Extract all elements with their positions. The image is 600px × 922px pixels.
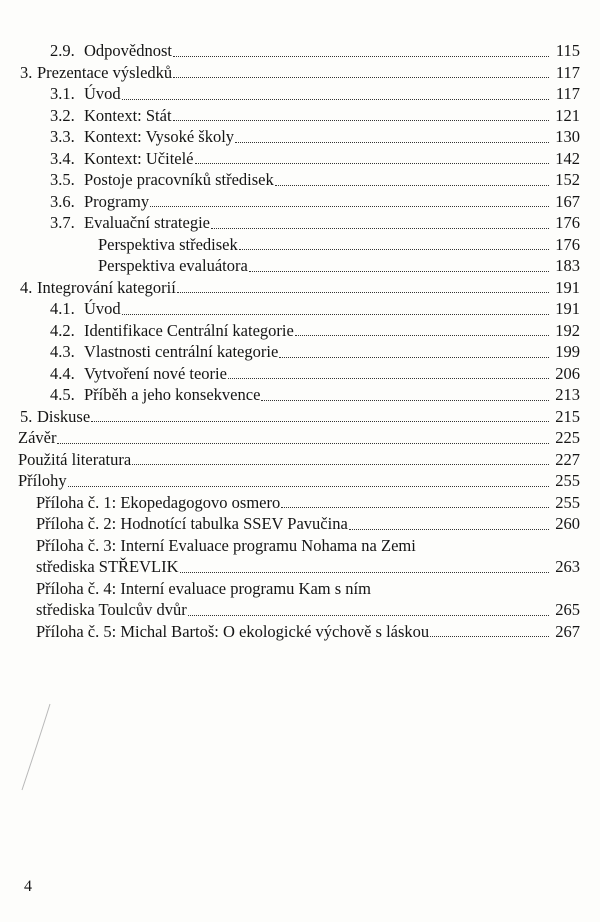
toc-entry-number: 3.2.	[50, 105, 75, 125]
toc-entry-title: Identifikace Centrální kategorie	[84, 320, 294, 340]
toc-entry-title: Diskuse	[37, 406, 91, 426]
toc-entry-number: 2.9.	[50, 41, 75, 60]
toc-entry-title: Použitá literatura	[18, 449, 132, 469]
toc-entry	[18, 62, 580, 84]
toc-entry	[18, 277, 580, 299]
toc-entry	[18, 234, 580, 256]
toc-entry-page: 130	[555, 127, 580, 146]
dot-leader	[180, 572, 549, 573]
toc-entry	[18, 492, 580, 514]
toc-entry-number: 3.7.	[50, 213, 75, 232]
toc-entry-title: Integrování kategorií	[37, 277, 176, 297]
toc-entry-page: 192	[555, 320, 580, 340]
toc-entry-page: 267	[555, 621, 580, 641]
toc-entry-title: Příběh a jeho konsekvence	[84, 385, 261, 404]
dot-leader	[249, 271, 549, 272]
toc-entry	[18, 298, 580, 320]
toc-entry	[18, 535, 580, 557]
toc-entry-title: Programy	[84, 191, 150, 211]
dot-leader	[235, 142, 549, 143]
dot-leader	[57, 443, 549, 444]
toc-entry	[18, 384, 580, 406]
toc-entry	[18, 406, 580, 428]
dot-leader	[261, 400, 549, 401]
toc-entry-page: 176	[555, 213, 580, 232]
dot-leader	[295, 335, 549, 336]
dot-leader	[281, 507, 549, 508]
toc-entry	[18, 83, 580, 105]
toc-entry	[18, 320, 580, 342]
toc-entry-page: 191	[555, 277, 580, 297]
toc-entry-page: 213	[555, 385, 580, 404]
toc-entry	[18, 556, 580, 578]
toc-entry-page: 260	[555, 514, 580, 533]
toc-entry-title: Kontext: Stát	[84, 105, 172, 125]
dot-leader	[279, 357, 549, 358]
toc-entry-page: 206	[555, 363, 580, 383]
toc-entry-page: 142	[555, 148, 580, 168]
toc-entry-page: 191	[555, 299, 580, 318]
toc-entry-page: 152	[555, 170, 580, 189]
table-of-contents	[18, 40, 580, 642]
dot-leader	[188, 615, 549, 616]
dot-leader	[228, 378, 549, 379]
toc-entry-number: 4.3.	[50, 342, 75, 361]
toc-entry-title: Úvod	[84, 84, 121, 103]
toc-entry-title: Příloha č. 3: Interní Evaluace programu Nohama na Zemi	[36, 535, 416, 555]
toc-entry-title: střediska Toulcův dvůr	[36, 600, 187, 619]
toc-entry-title: Prezentace výsledků	[37, 62, 173, 82]
toc-entry-number: 3.3.	[50, 127, 75, 146]
toc-entry	[18, 449, 580, 471]
toc-entry-title: Odpovědnost	[84, 41, 172, 60]
dot-leader	[150, 206, 549, 207]
dot-leader	[122, 99, 549, 100]
dot-leader	[173, 120, 549, 121]
toc-entry-page: 121	[555, 105, 580, 125]
toc-entry	[18, 599, 580, 621]
toc-entry-page: 225	[555, 428, 580, 447]
toc-entry-page: 263	[555, 557, 580, 576]
toc-entry	[18, 126, 580, 148]
page-number: 4	[24, 878, 32, 895]
toc-entry-page: 265	[555, 600, 580, 619]
toc-entry-title: Příloha č. 2: Hodnotící tabulka SSEV Pavučina	[36, 514, 348, 533]
dot-leader	[430, 636, 549, 637]
toc-entry-title: Závěr	[18, 428, 57, 447]
toc-entry-page: 227	[555, 449, 580, 469]
toc-entry	[18, 427, 580, 449]
toc-entry	[18, 148, 580, 170]
toc-entry-number: 4.1.	[50, 299, 75, 318]
toc-entry-number: 3.4.	[50, 148, 75, 168]
toc-entry-page: 167	[555, 191, 580, 211]
toc-entry-title: Kontext: Učitelé	[84, 148, 194, 168]
toc-entry-title: Přílohy	[18, 471, 67, 490]
toc-entry-title: Úvod	[84, 299, 121, 318]
toc-entry-title: Vlastnosti centrální kategorie	[84, 342, 279, 361]
toc-entry-number: 3.5.	[50, 170, 75, 189]
toc-entry-page: 176	[555, 234, 580, 254]
dot-leader	[68, 486, 549, 487]
dot-leader	[173, 77, 549, 78]
toc-entry-title: Příloha č. 5: Michal Bartoš: O ekologické výchově s láskou	[36, 621, 430, 641]
toc-entry-page: 117	[555, 62, 580, 82]
toc-entry-number: 3.6.	[50, 191, 75, 211]
toc-entry-title: Perspektiva evaluátora	[98, 256, 248, 275]
dot-leader	[349, 529, 549, 530]
toc-entry	[18, 105, 580, 127]
toc-entry-number: 3.1.	[50, 84, 75, 103]
toc-entry-number: 4.2.	[50, 320, 75, 340]
toc-entry-number: 3.	[20, 62, 33, 82]
dot-leader	[239, 249, 549, 250]
toc-entry-page: 255	[555, 492, 580, 512]
toc-entry-title: Evaluační strategie	[84, 213, 210, 232]
dot-leader	[211, 228, 549, 229]
toc-entry	[18, 470, 580, 492]
toc-entry-page: 117	[555, 84, 580, 103]
toc-entry-title: Vytvoření nové teorie	[84, 363, 227, 383]
toc-entry-page: 183	[555, 256, 580, 275]
dot-leader	[173, 56, 549, 57]
dot-leader	[275, 185, 549, 186]
toc-entry	[18, 191, 580, 213]
toc-entry-page: 199	[555, 342, 580, 361]
toc-entry-number: 5.	[20, 406, 33, 426]
toc-entry-number: 4.5.	[50, 385, 75, 404]
dot-leader	[122, 314, 549, 315]
toc-entry	[18, 341, 580, 363]
toc-entry-page: 215	[555, 406, 580, 426]
toc-entry-title: Kontext: Vysoké školy	[84, 127, 235, 146]
toc-entry-title: Příloha č. 1: Ekopedagogovo osmero	[36, 492, 281, 512]
toc-entry	[18, 255, 580, 277]
toc-entry	[18, 578, 580, 600]
toc-entry-number: 4.4.	[50, 363, 75, 383]
toc-entry-title: Postoje pracovníků středisek	[84, 170, 274, 189]
toc-entry	[18, 40, 580, 62]
toc-entry	[18, 212, 580, 234]
toc-entry-title: Příloha č. 4: Interní evaluace programu Kam s ním	[36, 578, 371, 598]
toc-entry-title: střediska STŘEVLIK	[36, 557, 179, 576]
toc-entry	[18, 621, 580, 643]
toc-entry-title: Perspektiva středisek	[98, 234, 238, 254]
toc-entry-page: 255	[555, 471, 580, 490]
dot-leader	[195, 163, 549, 164]
toc-entry	[18, 513, 580, 535]
dot-leader	[91, 421, 549, 422]
toc-entry	[18, 169, 580, 191]
pencil-mark	[14, 700, 54, 820]
dot-leader	[177, 292, 549, 293]
dot-leader	[132, 464, 549, 465]
toc-entry-page: 115	[555, 41, 580, 60]
toc-entry-number: 4.	[20, 277, 33, 297]
toc-entry	[18, 363, 580, 385]
